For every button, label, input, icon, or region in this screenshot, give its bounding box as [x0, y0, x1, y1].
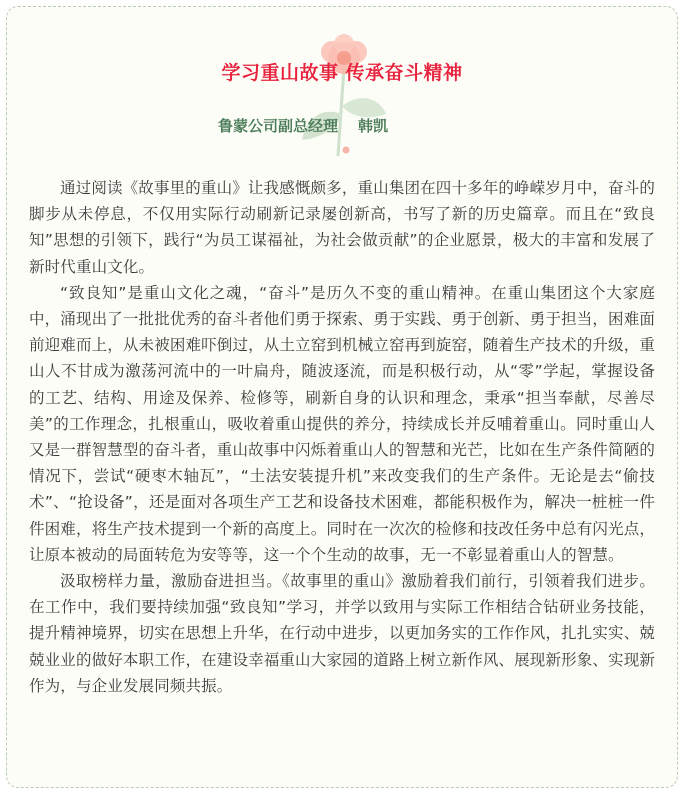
author-name: 韩凯 — [358, 117, 389, 135]
article-title: 学习重山故事 传承奋斗精神 — [221, 62, 463, 84]
author-byline — [218, 115, 388, 136]
paragraph-1: 通过阅读《故事里的重山》让我感慨颇多，重山集团在四十多年的峥嵘岁月中，奋斗的脚步从未停息，不仅用实际行动刷新记录屡创新高，书写了新的历史篇章。而且在“致良知”思想的引领下，践行“为员工谋福祉，为社会做贡献”的企业愿景，极大的丰富和发展了新时代重山文化。 — [29, 179, 655, 276]
paragraph-3: 汲取榜样力量，激励奋进担当。《故事里的重山》激励着我们前行，引领着我们进步。在工作中，我们要持续加强“致良知”学习，并学以致用与实际工作相结合钻研业务技能，提升精神境界，切实在思想上升华，在行动中进步，以更加务实的工作作风，扎扎实实、兢兢业业的做好本职工作，在建设幸福重山大家园的道路上树立新作风、展现新形象、实现新作为，与企业发展同频共振。 — [29, 572, 656, 695]
author-title: 鲁蒙公司副总经理 — [218, 117, 339, 135]
flower-icon — [300, 28, 390, 158]
paragraph-2: “致良知”是重山文化之魂，“奋斗”是历久不变的重山精神。在重山集团这个大家庭中，涌现出了一批批优秀的奋斗者他们勇于探索、勇于实践、勇于创新、勇于担当，困难面前迎难而上，从未被困难吓倒过，从土立窑到机械立窑再到旋窑，随着生产技术的升级，重山人不甘成为激荡河流中的一叶扁舟，随波逐流，而是积极行动，从“零”学起，掌握设备的工艺、结构、用途及保养、检修等，刷新自身的认识和理念，秉承“担当奉献，尽善尽美”的工作理念，扎根重山，吸收着重山提供的养分，持续成长并反哺着重山。同时重山人又是一群智慧型的奋斗者，重山故事中闪烁着重山人的智慧和光芒，比如在生产条件简陋的情况下，尝试“硬枣木轴瓦”，“土法安装提升机”来改变我们的生产条件。无论是去“偷技术”、“抢设备”，还是面对各项生产工艺和设备技术困难，都能积极作为，解决一桩桩一件件困难，将生产技术提到一个新的高度上。同时在一次次的检修和技改任务中总有闪光点，让原本被动的局面转危为安等等，这一个个生动的故事，无一不彰显着重山人的智慧。 — [29, 283, 656, 564]
article-body — [29, 175, 655, 699]
